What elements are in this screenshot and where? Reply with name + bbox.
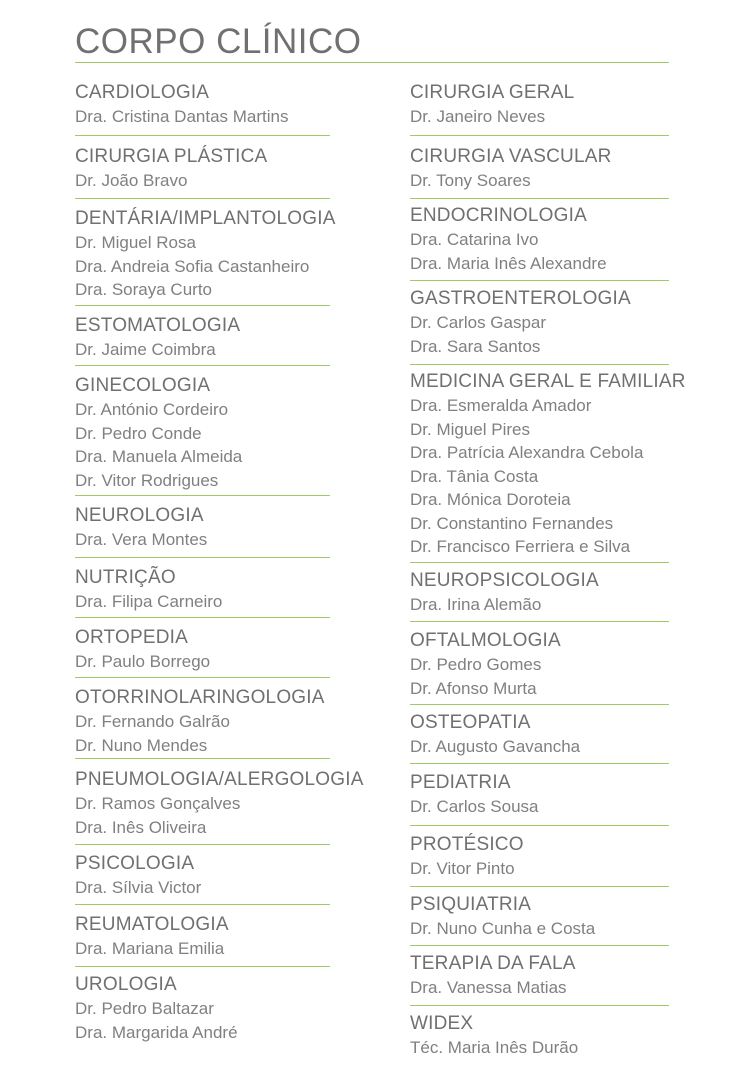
specialty-heading: TERAPIA DA FALA bbox=[410, 953, 576, 974]
doctor-name: Dra. Soraya Curto bbox=[75, 280, 212, 299]
specialty-heading: ORTOPEDIA bbox=[75, 627, 189, 648]
specialty-heading: CIRURGIA PLÁSTICA bbox=[75, 146, 268, 167]
doctor-name: Dra. Sara Santos bbox=[410, 336, 541, 356]
doctor-name: Dr. Nuno Mendes bbox=[75, 735, 208, 755]
section-divider bbox=[410, 945, 669, 946]
specialty-section bbox=[410, 952, 576, 1000]
doctor-name: Dr. Nuno Cunha e Costa bbox=[410, 919, 596, 938]
specialty-heading: UROLOGIA bbox=[75, 974, 177, 995]
specialty-section bbox=[410, 569, 599, 617]
doctor-name: Dr. Vitor Rodrigues bbox=[75, 470, 219, 490]
doctor-name: Dr. Pedro Baltazar bbox=[75, 999, 214, 1018]
doctor-name: Dr. Francisco Ferriera e Silva bbox=[410, 537, 631, 556]
doctor-name: Dr. Carlos Gaspar bbox=[410, 313, 547, 332]
specialty-section bbox=[410, 1012, 578, 1060]
specialty-section bbox=[75, 504, 207, 552]
specialty-section bbox=[410, 771, 539, 819]
doctor-name: Dra. Maria Inês Alexandre bbox=[410, 253, 607, 273]
section-divider bbox=[410, 1005, 669, 1006]
doctor-name: Dr. Paulo Borrego bbox=[75, 652, 211, 671]
doctor-name: Dr. Afonso Murta bbox=[410, 678, 537, 698]
doctor-name: Dra. Margarida André bbox=[75, 1022, 238, 1042]
doctor-name: Dr. Jaime Coimbra bbox=[75, 340, 216, 359]
specialty-heading: CIRURGIA VASCULAR bbox=[410, 146, 612, 167]
specialty-section bbox=[410, 893, 595, 941]
section-divider bbox=[75, 966, 330, 967]
section-divider bbox=[410, 364, 669, 365]
doctor-name: Dr. António Cordeiro bbox=[75, 400, 229, 419]
specialty-heading: CIRURGIA GERAL bbox=[410, 82, 575, 103]
doctor-name: Dra. Tânia Costa bbox=[410, 466, 539, 486]
specialty-heading: NEUROPSICOLOGIA bbox=[410, 570, 599, 591]
doctor-name: Dra. Mónica Doroteia bbox=[410, 490, 571, 509]
specialty-heading: PROTÉSICO bbox=[410, 834, 524, 855]
doctor-name: Dra. Manuela Almeida bbox=[75, 447, 243, 466]
section-divider bbox=[410, 198, 669, 199]
specialty-section bbox=[410, 629, 561, 700]
specialty-section bbox=[75, 913, 229, 961]
section-divider bbox=[75, 198, 330, 199]
doctor-name: Téc. Maria Inês Durão bbox=[410, 1038, 579, 1057]
doctor-name: Dr. Janeiro Neves bbox=[410, 107, 546, 126]
page-title: CORPO CLÍNICO bbox=[75, 22, 362, 61]
section-divider bbox=[410, 621, 669, 622]
section-divider bbox=[410, 825, 669, 826]
section-divider bbox=[410, 704, 669, 705]
specialty-section bbox=[75, 81, 289, 129]
doctor-name: Dr. João Bravo bbox=[75, 171, 188, 190]
specialty-section bbox=[75, 207, 336, 302]
specialty-heading: OFTALMOLOGIA bbox=[410, 630, 561, 651]
doctor-name: Dra. Patrícia Alexandra Cebola bbox=[410, 443, 644, 462]
specialty-section bbox=[75, 973, 238, 1044]
specialty-section bbox=[410, 204, 607, 275]
specialty-section bbox=[75, 145, 267, 193]
specialty-heading: GINECOLOGIA bbox=[75, 375, 211, 396]
doctor-name: Dra. Irina Alemão bbox=[410, 595, 542, 614]
specialty-section bbox=[75, 768, 364, 839]
specialty-section bbox=[75, 686, 325, 757]
section-divider bbox=[410, 135, 669, 136]
section-divider bbox=[75, 305, 330, 306]
doctor-name: Dra. Vanessa Matias bbox=[410, 978, 567, 997]
doctor-name: Dr. Miguel Pires bbox=[410, 419, 530, 439]
doctor-name: Dra. Mariana Emilia bbox=[75, 939, 225, 958]
section-divider bbox=[75, 617, 330, 618]
doctor-name: Dr. Pedro Gomes bbox=[410, 655, 542, 674]
doctor-name: Dra. Inês Oliveira bbox=[75, 817, 207, 837]
specialty-heading: DENTÁRIA/IMPLANTOLOGIA bbox=[75, 208, 336, 229]
doctor-name: Dra. Filipa Carneiro bbox=[75, 592, 223, 611]
doctor-name: Dr. Tony Soares bbox=[410, 171, 531, 190]
specialty-heading: ENDOCRINOLOGIA bbox=[410, 205, 587, 226]
specialty-heading: ESTOMATOLOGIA bbox=[75, 315, 241, 336]
specialty-section bbox=[410, 370, 686, 559]
title-divider bbox=[75, 62, 669, 63]
doctor-name: Dra. Cristina Dantas Martins bbox=[75, 107, 289, 126]
doctor-name: Dra. Andreia Sofia Castanheiro bbox=[75, 256, 310, 276]
specialty-heading: NUTRIÇÃO bbox=[75, 567, 176, 588]
specialty-heading: PEDIATRIA bbox=[410, 772, 511, 793]
specialty-heading: NEUROLOGIA bbox=[75, 505, 204, 526]
specialty-section bbox=[75, 314, 240, 362]
specialty-section bbox=[410, 287, 631, 358]
specialty-section bbox=[410, 711, 580, 759]
section-divider bbox=[410, 763, 669, 764]
specialty-section bbox=[410, 145, 612, 193]
section-divider bbox=[75, 557, 330, 558]
doctor-name: Dra. Vera Montes bbox=[75, 530, 208, 549]
specialty-section bbox=[75, 566, 222, 614]
doctor-name: Dr. Carlos Sousa bbox=[410, 797, 539, 816]
specialty-section bbox=[410, 81, 574, 129]
specialty-section bbox=[75, 374, 242, 492]
section-divider bbox=[410, 280, 669, 281]
specialty-section bbox=[75, 626, 210, 674]
specialty-heading: PNEUMOLOGIA/ALERGOLOGIA bbox=[75, 769, 364, 790]
section-divider bbox=[410, 886, 669, 887]
specialty-heading: OSTEOPATIA bbox=[410, 712, 531, 733]
doctor-name: Dr. Miguel Rosa bbox=[75, 233, 196, 252]
section-divider bbox=[75, 844, 330, 845]
doctor-name: Dr. Constantino Fernandes bbox=[410, 513, 614, 533]
section-divider bbox=[75, 495, 330, 496]
section-divider bbox=[75, 758, 330, 759]
specialty-heading: PSICOLOGIA bbox=[75, 853, 195, 874]
section-divider bbox=[410, 562, 669, 563]
section-divider bbox=[75, 135, 330, 136]
specialty-heading: WIDEX bbox=[410, 1013, 474, 1034]
section-divider bbox=[75, 677, 330, 678]
specialty-heading: PSIQUIATRIA bbox=[410, 894, 532, 915]
specialty-heading: OTORRINOLARINGOLOGIA bbox=[75, 687, 325, 708]
specialty-heading: GASTROENTEROLOGIA bbox=[410, 288, 631, 309]
doctor-name: Dr. Vitor Pinto bbox=[410, 859, 515, 878]
doctor-name: Dr. Fernando Galrão bbox=[75, 712, 230, 731]
specialty-heading: REUMATOLOGIA bbox=[75, 914, 229, 935]
doctor-name: Dr. Augusto Gavancha bbox=[410, 737, 581, 756]
specialty-heading: MEDICINA GERAL E FAMILIAR bbox=[410, 371, 686, 392]
doctor-name: Dra. Sílvia Victor bbox=[75, 878, 202, 897]
specialty-section bbox=[75, 852, 201, 900]
specialty-section bbox=[410, 833, 524, 881]
doctor-name: Dra. Esmeralda Amador bbox=[410, 396, 592, 415]
specialty-heading: CARDIOLOGIA bbox=[75, 82, 210, 103]
doctor-name: Dra. Catarina Ivo bbox=[410, 230, 539, 249]
doctor-name: Dr. Pedro Conde bbox=[75, 423, 202, 443]
doctor-name: Dr. Ramos Gonçalves bbox=[75, 794, 241, 813]
section-divider bbox=[75, 365, 330, 366]
section-divider bbox=[75, 904, 330, 905]
